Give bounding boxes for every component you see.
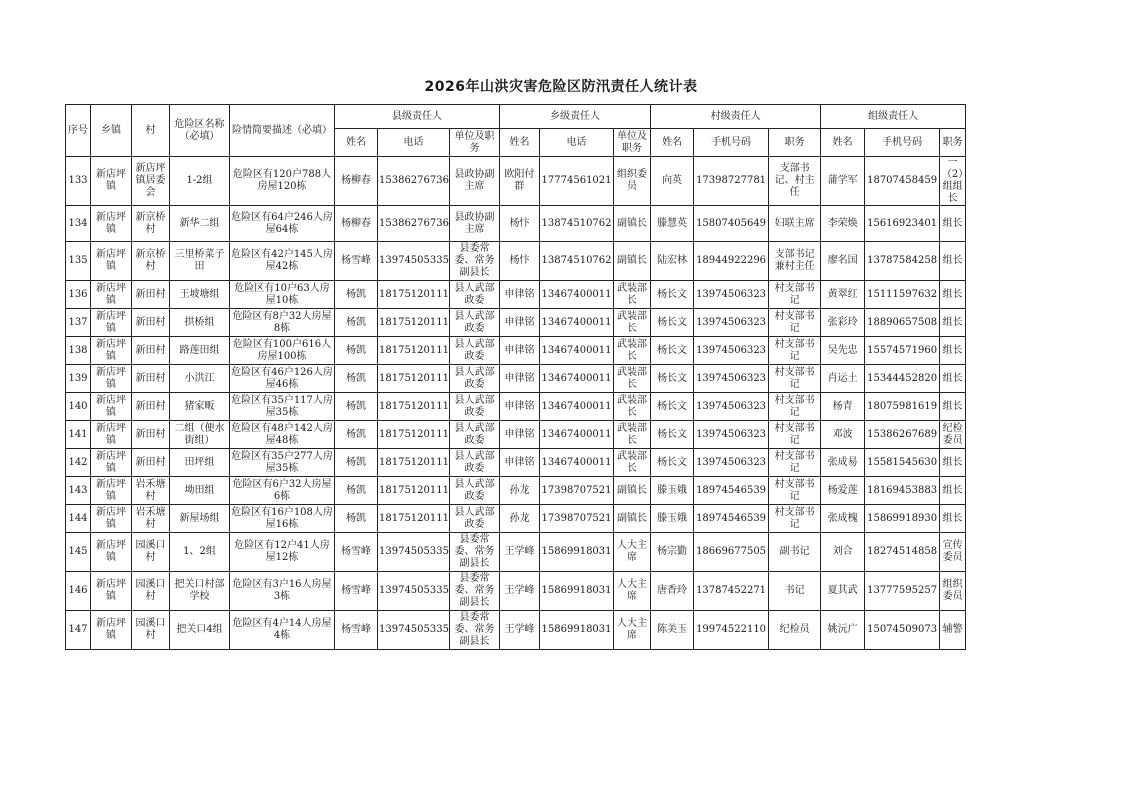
- cell-county-phone: 18175120111: [378, 337, 450, 365]
- header-village-mobile: 手机号码: [694, 129, 769, 157]
- table-row: [66, 281, 966, 309]
- header-township-phone: 电话: [540, 129, 614, 157]
- cell-village-name: 向英: [651, 157, 694, 206]
- cell-town: 新店坪镇: [91, 242, 132, 281]
- cell-seq: 144: [66, 505, 91, 533]
- cell-team-mobile: 18169453883: [865, 477, 940, 505]
- table-row: [66, 206, 966, 242]
- cell-seq: 140: [66, 393, 91, 421]
- cell-zone: 新华二组: [170, 206, 230, 242]
- cell-team-mobile: 15581545630: [865, 449, 940, 477]
- cell-township-name: 申律铭: [500, 337, 540, 365]
- cell-team-mobile: 18707458459: [865, 157, 940, 206]
- cell-team-mobile: 15574571960: [865, 337, 940, 365]
- cell-village-post: 村支部书记: [769, 365, 821, 393]
- cell-village-post: 支部书记兼村主任: [769, 242, 821, 281]
- cell-township-name: 申律铭: [500, 393, 540, 421]
- cell-county-name: 杨凯: [335, 393, 378, 421]
- cell-village-mobile: 13974506323: [694, 421, 769, 449]
- cell-county-unit: 县人武部政委: [450, 477, 500, 505]
- cell-township-phone: 13467400011: [540, 421, 614, 449]
- cell-town: 新店坪镇: [91, 572, 132, 611]
- cell-township-unit: 人大主席: [614, 572, 651, 611]
- header-team-group: 组级责任人: [821, 105, 966, 129]
- cell-village: 园溪口村: [132, 572, 170, 611]
- cell-village-post: 村支部书记: [769, 337, 821, 365]
- cell-team-name: 邓波: [821, 421, 865, 449]
- cell-town: 新店坪镇: [91, 157, 132, 206]
- cell-village-name: 杨长文: [651, 393, 694, 421]
- cell-county-phone: 15386276736: [378, 157, 450, 206]
- cell-county-name: 杨凯: [335, 309, 378, 337]
- cell-team-post: 组长: [940, 206, 966, 242]
- cell-desc: 危险区有35户277人房屋35栋: [230, 449, 335, 477]
- cell-zone: 把关口村部学校: [170, 572, 230, 611]
- cell-county-phone: 18175120111: [378, 505, 450, 533]
- header-team-post: 职务: [940, 129, 966, 157]
- cell-county-unit: 县人武部政委: [450, 337, 500, 365]
- cell-county-phone: 18175120111: [378, 449, 450, 477]
- cell-desc: 危险区有46户126人房屋46栋: [230, 365, 335, 393]
- cell-township-unit: 武装部长: [614, 281, 651, 309]
- cell-village: 新田村: [132, 421, 170, 449]
- cell-village: 园溪口村: [132, 533, 170, 572]
- cell-desc: 危险区有4户14人房屋4栋: [230, 611, 335, 650]
- cell-county-name: 杨雪峰: [335, 242, 378, 281]
- cell-township-unit: 副镇长: [614, 477, 651, 505]
- cell-township-name: 孙龙: [500, 505, 540, 533]
- cell-seq: 134: [66, 206, 91, 242]
- table-row: [66, 505, 966, 533]
- cell-team-post: 组长: [940, 337, 966, 365]
- cell-township-phone: 13467400011: [540, 281, 614, 309]
- cell-village-name: 唐香玲: [651, 572, 694, 611]
- cell-township-phone: 15869918031: [540, 572, 614, 611]
- cell-team-post: 组长: [940, 281, 966, 309]
- header-town: 乡镇: [91, 105, 132, 157]
- cell-county-unit: 县人武部政委: [450, 421, 500, 449]
- cell-county-unit: 县政协副主席: [450, 157, 500, 206]
- cell-township-phone: 13467400011: [540, 365, 614, 393]
- cell-team-name: 黄翠红: [821, 281, 865, 309]
- table-row: [66, 477, 966, 505]
- cell-team-name: 张成易: [821, 449, 865, 477]
- cell-county-phone: 15386276736: [378, 206, 450, 242]
- cell-township-unit: 人大主席: [614, 533, 651, 572]
- cell-village-mobile: 13974506323: [694, 281, 769, 309]
- cell-village-mobile: 18974546539: [694, 505, 769, 533]
- cell-township-unit: 武装部长: [614, 421, 651, 449]
- header-seq: 序号: [66, 105, 91, 157]
- cell-team-name: 杨青: [821, 393, 865, 421]
- table-row: [66, 533, 966, 572]
- cell-township-name: 孙龙: [500, 477, 540, 505]
- cell-county-name: 杨凯: [335, 281, 378, 309]
- cell-county-unit: 县人武部政委: [450, 365, 500, 393]
- cell-desc: 危险区有42户145人房屋42栋: [230, 242, 335, 281]
- table-row: [66, 611, 966, 650]
- cell-village: 岩禾塘村: [132, 505, 170, 533]
- cell-county-phone: 18175120111: [378, 281, 450, 309]
- cell-county-phone: 13974505335: [378, 533, 450, 572]
- page-title: 2026年山洪灾害危险区防汛责任人统计表: [424, 79, 698, 95]
- cell-zone: 拱桥组: [170, 309, 230, 337]
- cell-village-name: 杨长文: [651, 421, 694, 449]
- cell-village-name: 杨长文: [651, 281, 694, 309]
- cell-township-phone: 15869918031: [540, 533, 614, 572]
- cell-team-mobile: 15111597632: [865, 281, 940, 309]
- cell-team-post: 组长: [940, 449, 966, 477]
- cell-village-mobile: 19974522110: [694, 611, 769, 650]
- cell-zone: 猪家畈: [170, 393, 230, 421]
- cell-team-mobile: 15386267689: [865, 421, 940, 449]
- header-township-group: 乡级责任人: [500, 105, 651, 129]
- cell-county-name: 杨凯: [335, 337, 378, 365]
- cell-county-name: 杨柳春: [335, 157, 378, 206]
- cell-township-phone: 13467400011: [540, 449, 614, 477]
- cell-county-unit: 县委常委、常务副县长: [450, 572, 500, 611]
- cell-township-phone: 17774561021: [540, 157, 614, 206]
- cell-seq: 135: [66, 242, 91, 281]
- cell-village-name: 陈美玉: [651, 611, 694, 650]
- cell-county-unit: 县人武部政委: [450, 393, 500, 421]
- cell-village-name: 杨宗勤: [651, 533, 694, 572]
- cell-seq: 146: [66, 572, 91, 611]
- cell-team-mobile: 15869918930: [865, 505, 940, 533]
- cell-county-name: 杨凯: [335, 365, 378, 393]
- cell-village-post: 村支部书记: [769, 477, 821, 505]
- cell-desc: 危险区有64户246人房屋64栋: [230, 206, 335, 242]
- cell-village-mobile: 18974546539: [694, 477, 769, 505]
- cell-team-mobile: 18274514858: [865, 533, 940, 572]
- cell-village-mobile: 18944922296: [694, 242, 769, 281]
- cell-township-unit: 武装部长: [614, 309, 651, 337]
- cell-zone: 田坪组: [170, 449, 230, 477]
- cell-town: 新店坪镇: [91, 365, 132, 393]
- cell-team-post: 辅警: [940, 611, 966, 650]
- cell-township-name: 申律铭: [500, 309, 540, 337]
- cell-township-unit: 副镇长: [614, 206, 651, 242]
- cell-township-phone: 13467400011: [540, 393, 614, 421]
- cell-county-phone: 18175120111: [378, 393, 450, 421]
- cell-zone: 二组（便水街组）: [170, 421, 230, 449]
- cell-village-post: 支部书记、村主任: [769, 157, 821, 206]
- cell-desc: 危险区有3户16人房屋3栋: [230, 572, 335, 611]
- cell-village: 园溪口村: [132, 611, 170, 650]
- cell-seq: 145: [66, 533, 91, 572]
- cell-team-mobile: 18075981619: [865, 393, 940, 421]
- table-header: [66, 105, 966, 157]
- cell-desc: 危险区有48户142人房屋48栋: [230, 421, 335, 449]
- cell-seq: 137: [66, 309, 91, 337]
- cell-team-post: 纪检委员: [940, 421, 966, 449]
- cell-team-post: 组长: [940, 242, 966, 281]
- cell-seq: 138: [66, 337, 91, 365]
- cell-township-unit: 副镇长: [614, 242, 651, 281]
- cell-village-name: 滕玉娥: [651, 505, 694, 533]
- cell-county-unit: 县政协副主席: [450, 206, 500, 242]
- cell-town: 新店坪镇: [91, 449, 132, 477]
- cell-village-name: 滕玉娥: [651, 477, 694, 505]
- cell-township-name: 欧阳付群: [500, 157, 540, 206]
- cell-seq: 143: [66, 477, 91, 505]
- cell-town: 新店坪镇: [91, 505, 132, 533]
- cell-village-mobile: 15807405649: [694, 206, 769, 242]
- cell-village: 新田村: [132, 337, 170, 365]
- table-row: [66, 393, 966, 421]
- cell-seq: 133: [66, 157, 91, 206]
- cell-village-mobile: 13974506323: [694, 337, 769, 365]
- cell-village: 新田村: [132, 393, 170, 421]
- cell-village: 新田村: [132, 309, 170, 337]
- cell-village-mobile: 13974506323: [694, 449, 769, 477]
- cell-county-unit: 县人武部政委: [450, 309, 500, 337]
- cell-village-post: 书记: [769, 572, 821, 611]
- cell-desc: 危险区有10户63人房屋10栋: [230, 281, 335, 309]
- table-row: [66, 242, 966, 281]
- cell-zone: 1-2组: [170, 157, 230, 206]
- cell-county-phone: 18175120111: [378, 477, 450, 505]
- header-team-name: 姓名: [821, 129, 865, 157]
- cell-village-mobile: 13974506323: [694, 309, 769, 337]
- cell-county-unit: 县人武部政委: [450, 281, 500, 309]
- cell-village-mobile: 18669677505: [694, 533, 769, 572]
- cell-zone: 把关口4组: [170, 611, 230, 650]
- cell-township-unit: 武装部长: [614, 449, 651, 477]
- cell-county-phone: 18175120111: [378, 421, 450, 449]
- cell-township-unit: 副镇长: [614, 505, 651, 533]
- cell-team-mobile: 13787584258: [865, 242, 940, 281]
- cell-town: 新店坪镇: [91, 206, 132, 242]
- cell-county-name: 杨凯: [335, 505, 378, 533]
- cell-village-mobile: 13787452271: [694, 572, 769, 611]
- cell-village-name: 杨长文: [651, 449, 694, 477]
- cell-township-phone: 17398707521: [540, 505, 614, 533]
- cell-seq: 141: [66, 421, 91, 449]
- table-body: [66, 157, 966, 650]
- cell-town: 新店坪镇: [91, 393, 132, 421]
- cell-desc: 危险区有6户32人房屋6栋: [230, 477, 335, 505]
- cell-village-post: 副书记: [769, 533, 821, 572]
- cell-team-name: 刘合: [821, 533, 865, 572]
- cell-village-post: 村支部书记: [769, 449, 821, 477]
- cell-zone: 王坡塘组: [170, 281, 230, 309]
- cell-village-name: 杨长文: [651, 337, 694, 365]
- cell-county-name: 杨凯: [335, 449, 378, 477]
- cell-zone: 小洪江: [170, 365, 230, 393]
- cell-village-name: 滕慧英: [651, 206, 694, 242]
- cell-team-name: 张彩玲: [821, 309, 865, 337]
- cell-village-mobile: 13974506323: [694, 393, 769, 421]
- cell-county-name: 杨雪峰: [335, 611, 378, 650]
- cell-team-name: 蒲学军: [821, 157, 865, 206]
- cell-town: 新店坪镇: [91, 611, 132, 650]
- cell-team-mobile: 15616923401: [865, 206, 940, 242]
- header-township-name: 姓名: [500, 129, 540, 157]
- cell-zone: 三里桥菜子田: [170, 242, 230, 281]
- cell-team-name: 杨爱莲: [821, 477, 865, 505]
- cell-seq: 142: [66, 449, 91, 477]
- cell-seq: 136: [66, 281, 91, 309]
- table-row: [66, 449, 966, 477]
- cell-county-phone: 13974505335: [378, 572, 450, 611]
- cell-village: 新田村: [132, 449, 170, 477]
- cell-county-unit: 县委常委、常务副县长: [450, 242, 500, 281]
- cell-township-unit: 武装部长: [614, 365, 651, 393]
- cell-village-name: 陆宏林: [651, 242, 694, 281]
- cell-desc: 危险区有8户32人房屋8栋: [230, 309, 335, 337]
- header-county-name: 姓名: [335, 129, 378, 157]
- cell-county-unit: 县委常委、常务副县长: [450, 533, 500, 572]
- header-village-post: 职务: [769, 129, 821, 157]
- cell-township-unit: 组织委员: [614, 157, 651, 206]
- cell-team-mobile: 18890657508: [865, 309, 940, 337]
- table-row: [66, 365, 966, 393]
- cell-county-phone: 18175120111: [378, 365, 450, 393]
- cell-township-phone: 13467400011: [540, 337, 614, 365]
- cell-village-name: 杨长文: [651, 309, 694, 337]
- cell-zone: 路莲田组: [170, 337, 230, 365]
- header-zone: 危险区名称（必填）: [170, 105, 230, 157]
- cell-desc: 危险区有12户41人房屋12栋: [230, 533, 335, 572]
- cell-township-name: 杨忭: [500, 242, 540, 281]
- cell-town: 新店坪镇: [91, 421, 132, 449]
- cell-team-post: 组长: [940, 365, 966, 393]
- cell-team-post: 宣传委员: [940, 533, 966, 572]
- cell-desc: 危险区有120户788人房屋120栋: [230, 157, 335, 206]
- cell-village: 岩禾塘村: [132, 477, 170, 505]
- cell-town: 新店坪镇: [91, 281, 132, 309]
- cell-village-name: 杨长文: [651, 365, 694, 393]
- cell-village: 新田村: [132, 365, 170, 393]
- cell-zone: 新屋场组: [170, 505, 230, 533]
- cell-village-post: 村支部书记: [769, 281, 821, 309]
- cell-team-post: 组长: [940, 477, 966, 505]
- header-county-phone: 电话: [378, 129, 450, 157]
- header-village-name: 姓名: [651, 129, 694, 157]
- cell-desc: 危险区有16户108人房屋16栋: [230, 505, 335, 533]
- table-row: [66, 337, 966, 365]
- cell-team-mobile: 13777595257: [865, 572, 940, 611]
- header-county-unit: 单位及职务: [450, 129, 500, 157]
- cell-township-name: 杨忭: [500, 206, 540, 242]
- cell-county-name: 杨雪峰: [335, 533, 378, 572]
- cell-county-name: 杨凯: [335, 477, 378, 505]
- responsibility-table: [65, 104, 966, 650]
- cell-team-post: 组织委员: [940, 572, 966, 611]
- cell-village-post: 纪检员: [769, 611, 821, 650]
- cell-township-name: 王学峰: [500, 533, 540, 572]
- cell-county-name: 杨雪峰: [335, 572, 378, 611]
- cell-team-name: 夏其武: [821, 572, 865, 611]
- cell-village-mobile: 17398727781: [694, 157, 769, 206]
- cell-county-unit: 县委常委、常务副县长: [450, 611, 500, 650]
- cell-township-unit: 人大主席: [614, 611, 651, 650]
- cell-team-post: 组长: [940, 505, 966, 533]
- cell-village-post: 村支部书记: [769, 309, 821, 337]
- cell-village: 新店坪镇居委会: [132, 157, 170, 206]
- cell-township-phone: 13874510762: [540, 206, 614, 242]
- header-township-unit: 单位及职务: [614, 129, 651, 157]
- cell-township-unit: 武装部长: [614, 337, 651, 365]
- cell-township-phone: 17398707521: [540, 477, 614, 505]
- cell-village-mobile: 13974506323: [694, 365, 769, 393]
- cell-seq: 139: [66, 365, 91, 393]
- cell-village: 新京桥村: [132, 206, 170, 242]
- cell-township-name: 申律铭: [500, 421, 540, 449]
- cell-team-post: 组长: [940, 393, 966, 421]
- cell-team-mobile: 15074509073: [865, 611, 940, 650]
- cell-village-post: 村支部书记: [769, 421, 821, 449]
- cell-team-name: 吴先忠: [821, 337, 865, 365]
- cell-township-phone: 15869918031: [540, 611, 614, 650]
- cell-township-name: 申律铭: [500, 449, 540, 477]
- cell-zone: 1、2组: [170, 533, 230, 572]
- cell-team-name: 肖运土: [821, 365, 865, 393]
- cell-village-post: 村支部书记: [769, 505, 821, 533]
- cell-township-name: 王学峰: [500, 572, 540, 611]
- cell-team-post: 一（2）组组长: [940, 157, 966, 206]
- cell-village: 新京桥村: [132, 242, 170, 281]
- cell-township-name: 申律铭: [500, 365, 540, 393]
- cell-township-name: 王学峰: [500, 611, 540, 650]
- header-village: 村: [132, 105, 170, 157]
- cell-county-unit: 县人武部政委: [450, 449, 500, 477]
- cell-village: 新田村: [132, 281, 170, 309]
- cell-team-name: 张成槐: [821, 505, 865, 533]
- cell-town: 新店坪镇: [91, 477, 132, 505]
- cell-village-post: 妇联主席: [769, 206, 821, 242]
- cell-seq: 147: [66, 611, 91, 650]
- cell-township-name: 申律铭: [500, 281, 540, 309]
- cell-village-post: 村支部书记: [769, 393, 821, 421]
- cell-county-phone: 18175120111: [378, 309, 450, 337]
- table-row: [66, 572, 966, 611]
- header-desc: 险情简要描述（必填）: [230, 105, 335, 157]
- table-row: [66, 157, 966, 206]
- cell-town: 新店坪镇: [91, 309, 132, 337]
- header-team-mobile: 手机号码: [865, 129, 940, 157]
- cell-township-phone: 13467400011: [540, 309, 614, 337]
- cell-county-name: 杨柳春: [335, 206, 378, 242]
- cell-desc: 危险区有100户616人房屋100栋: [230, 337, 335, 365]
- cell-township-phone: 13874510762: [540, 242, 614, 281]
- cell-zone: 坳田组: [170, 477, 230, 505]
- cell-township-unit: 武装部长: [614, 393, 651, 421]
- cell-team-name: 姚沅广: [821, 611, 865, 650]
- cell-county-unit: 县人武部政委: [450, 505, 500, 533]
- table-row: [66, 421, 966, 449]
- cell-county-name: 杨凯: [335, 421, 378, 449]
- cell-county-phone: 13974505335: [378, 242, 450, 281]
- cell-team-name: 廖名国: [821, 242, 865, 281]
- cell-town: 新店坪镇: [91, 533, 132, 572]
- cell-team-mobile: 15344452820: [865, 365, 940, 393]
- cell-county-phone: 13974505335: [378, 611, 450, 650]
- cell-team-post: 组长: [940, 309, 966, 337]
- cell-desc: 危险区有35户117人房屋35栋: [230, 393, 335, 421]
- cell-team-name: 李荣焕: [821, 206, 865, 242]
- table-row: [66, 309, 966, 337]
- cell-town: 新店坪镇: [91, 337, 132, 365]
- header-village-group: 村级责任人: [651, 105, 821, 129]
- header-county-group: 县级责任人: [335, 105, 500, 129]
